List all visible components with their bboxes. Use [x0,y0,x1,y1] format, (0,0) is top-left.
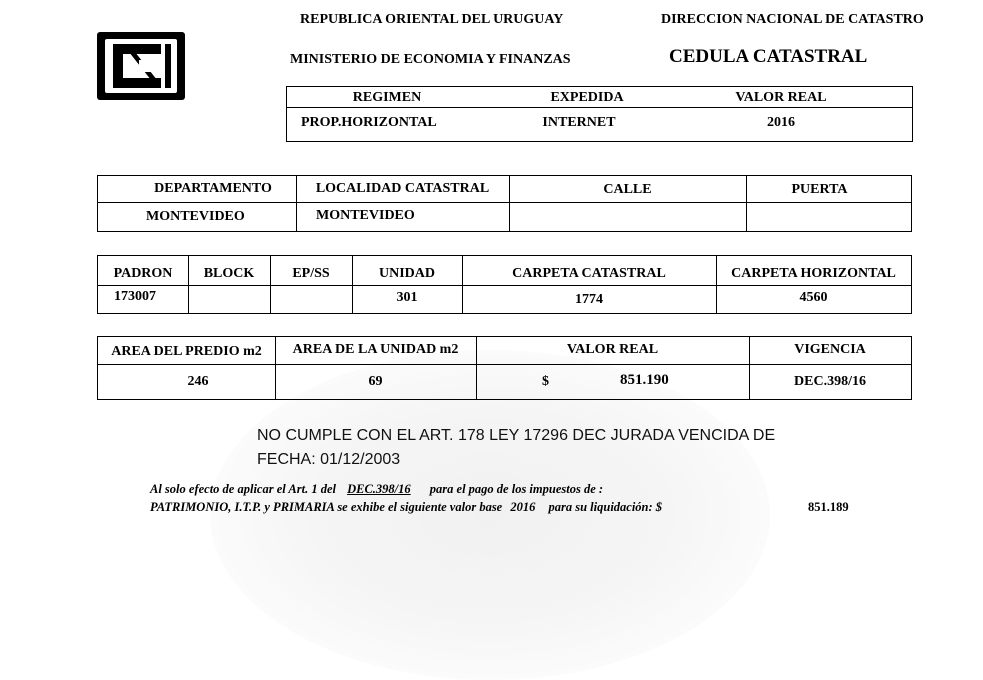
epss-header: EP/SS [292,266,330,281]
vigencia-header: VIGENCIA [794,342,866,357]
valor-real-value: 851.190 [620,372,669,388]
regimen-value: PROP.HORIZONTAL [301,115,437,130]
footer-line-1 [150,482,603,497]
footer-line-2-a: PATRIMONIO, I.T.P. y PRIMARIA se exhibe el siguiente valor base [150,500,503,514]
calle-header: CALLE [603,182,652,197]
padron-table [97,255,912,314]
carpeta-horizontal-value: 4560 [799,290,828,305]
notice-line-2: FECHA: 01/12/2003 [257,451,401,468]
padron-value: 173007 [114,289,156,304]
expedida-value: INTERNET [542,115,616,130]
departamento-value: MONTEVIDEO [146,209,245,224]
footer-year: 2016 [510,500,536,514]
footer-line-2 [150,500,662,515]
valor-real-year: 2016 [767,115,795,130]
location-table [97,175,912,232]
valor-real-header: VALOR REAL [735,90,827,105]
departamento-header: DEPARTAMENTO [154,181,272,196]
carpeta-catastral-header: CARPETA CATASTRAL [512,266,666,281]
puerta-header: PUERTA [791,182,848,197]
cedula-title: CEDULA CATASTRAL [669,46,868,67]
direccion-title: DIRECCION NACIONAL DE CATASTRO [661,12,924,27]
localidad-header: LOCALIDAD CATASTRAL [315,181,490,196]
footer-line-1-a: Al solo efecto de aplicar el Art. 1 del [150,482,336,496]
carpeta-catastral-value: 1774 [575,292,603,307]
expedida-header: EXPEDIDA [550,90,624,105]
republica-title: REPUBLICA ORIENTAL DEL URUGUAY [300,12,564,27]
currency-sign: $ [542,374,549,389]
block-header: BLOCK [203,266,255,281]
padron-header: PADRON [113,266,173,281]
regimen-header: REGIMEN [352,90,422,105]
footer-line-2-b: para su liquidación: $ [548,500,663,514]
area-predio-header: AREA DEL PREDIO m2 [111,344,262,359]
footer-value: 851.189 [808,500,849,514]
ministerio-title: MINISTERIO DE ECONOMIA Y FINANZAS [290,52,571,67]
unidad-header: UNIDAD [379,266,435,281]
footer-decree: DEC.398/16 [347,482,411,496]
valor-real-area-header: VALOR REAL [566,342,659,357]
area-predio-value: 246 [187,374,209,389]
regimen-table [286,86,913,142]
notice-line-1: NO CUMPLE CON EL ART. 178 LEY 17296 DEC JURADA VENCIDA DE [257,427,776,444]
vigencia-value: DEC.398/16 [794,374,866,389]
carpeta-horizontal-header: CARPETA HORIZONTAL [731,266,896,281]
unidad-value: 301 [396,290,418,305]
footer-line-1-b: para el pago de los impuestos de : [429,482,604,496]
localidad-value: MONTEVIDEO [316,208,415,223]
catastro-logo-icon [95,30,187,102]
area-table [97,336,912,400]
area-unidad-header: AREA DE LA UNIDAD m2 [292,342,459,357]
area-unidad-value: 69 [368,374,383,389]
